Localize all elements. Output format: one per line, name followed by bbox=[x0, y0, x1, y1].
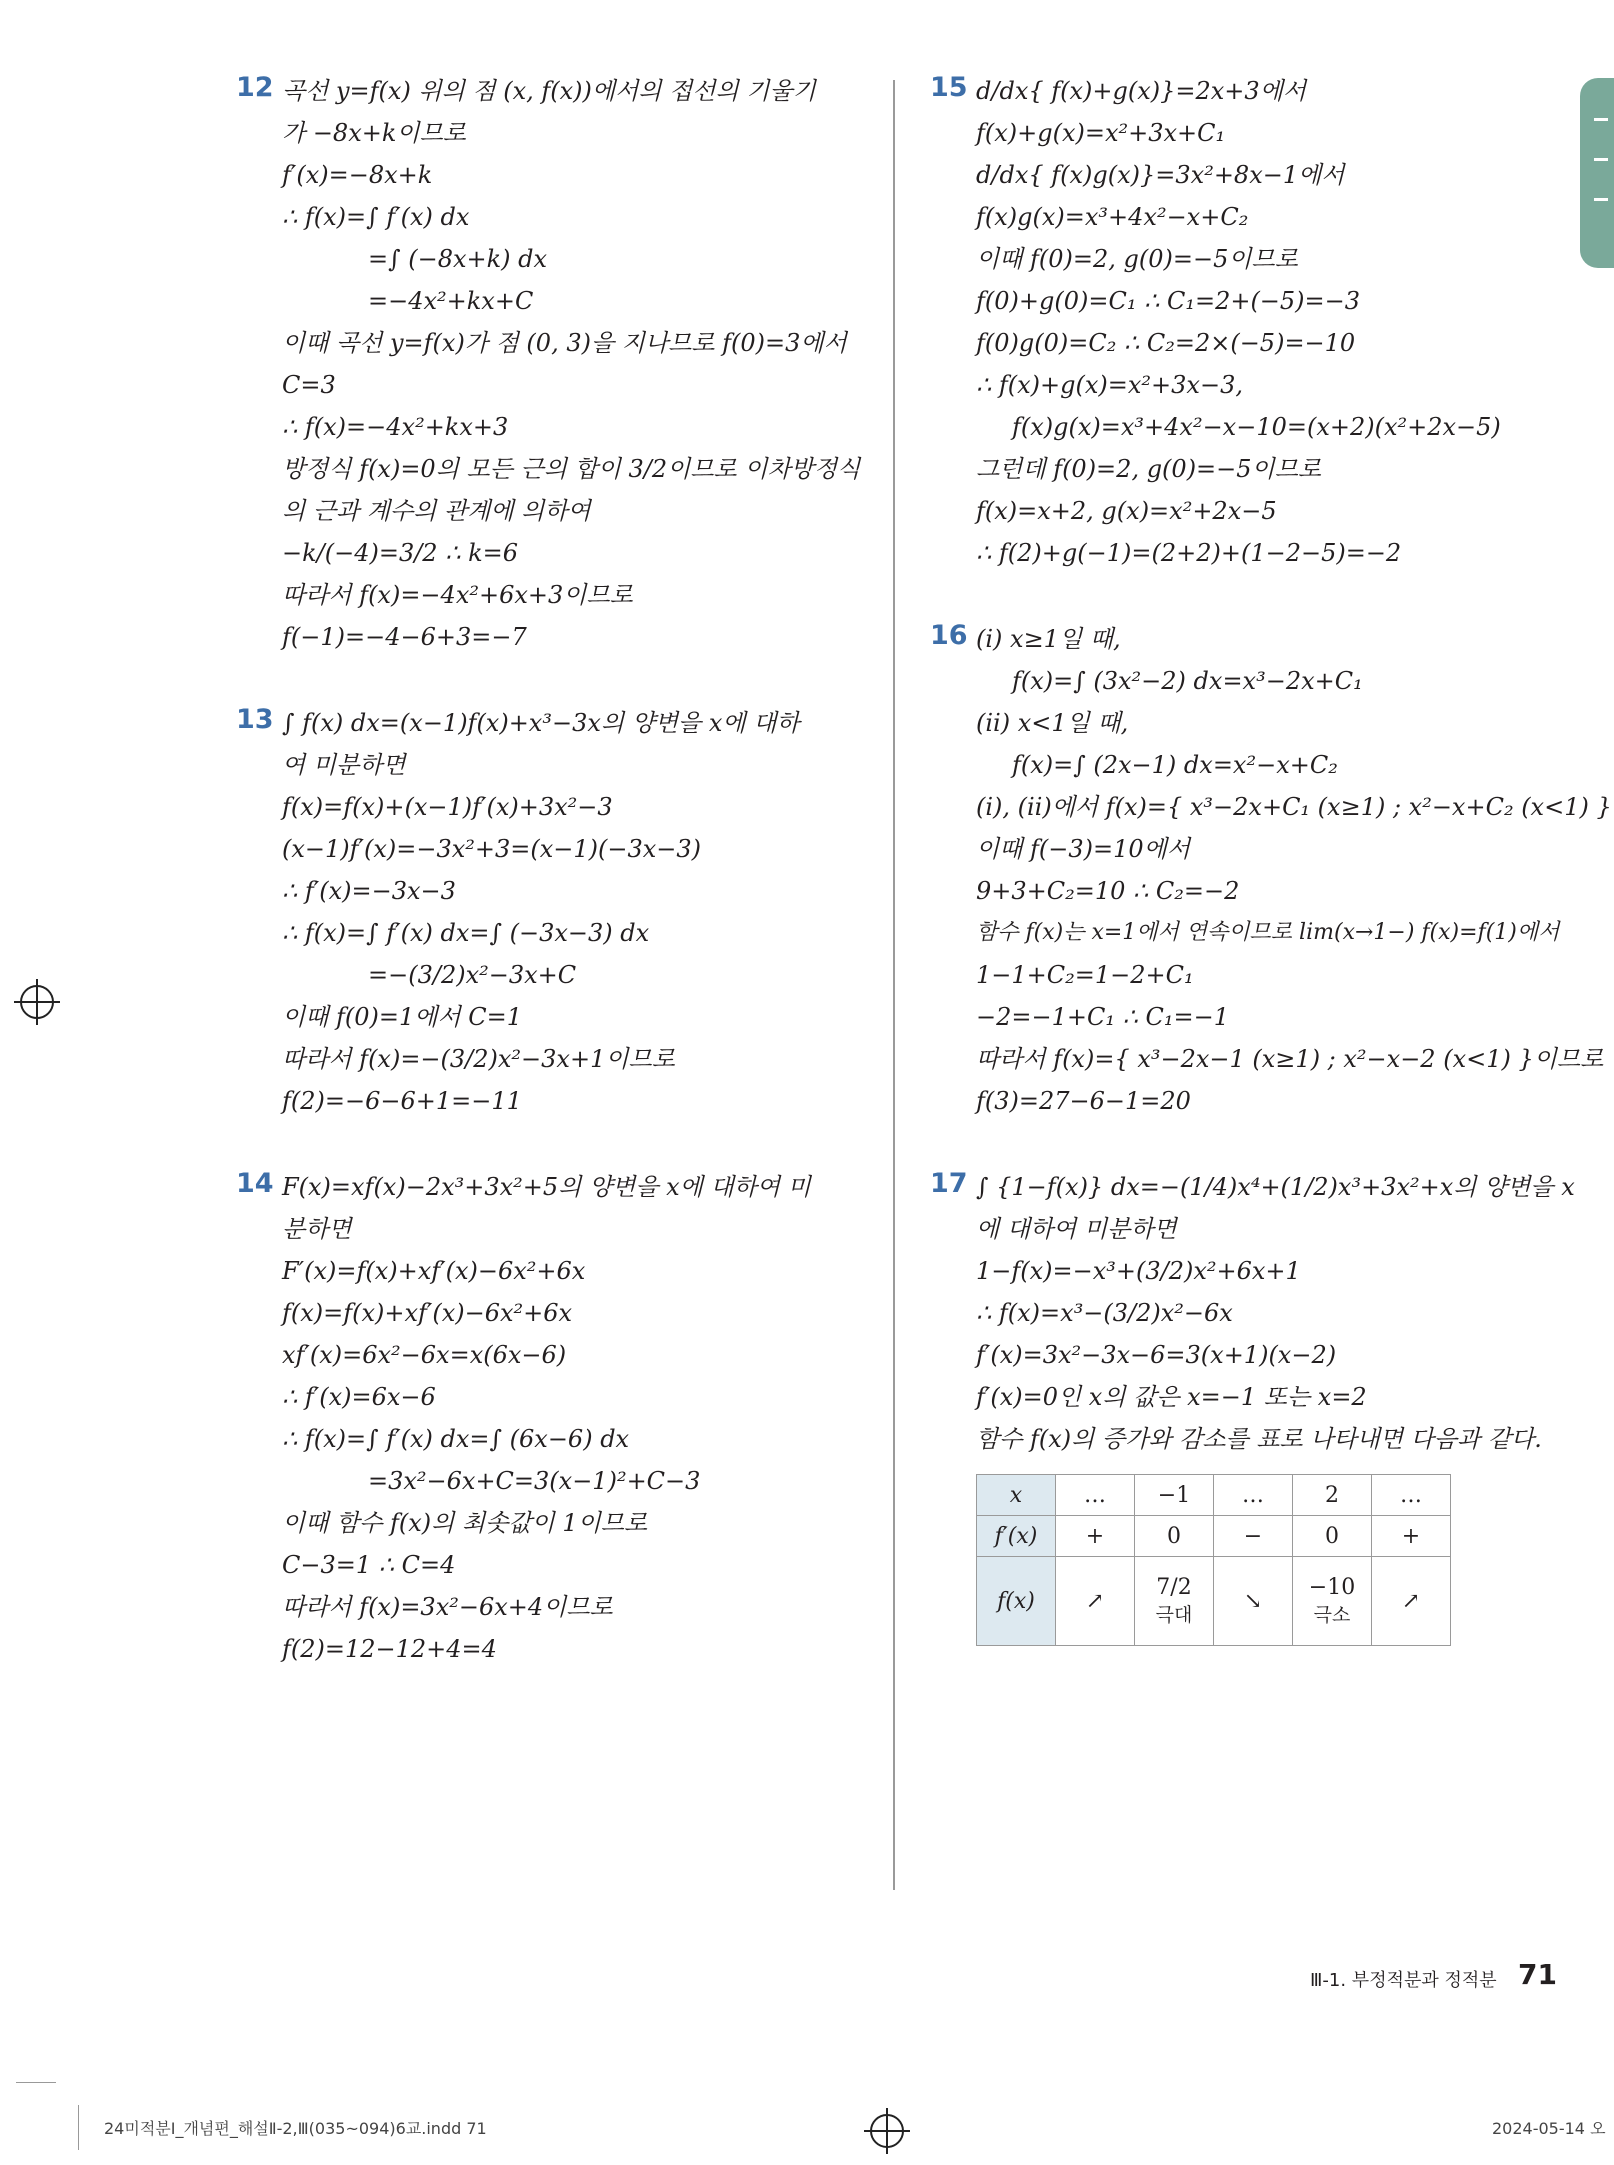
solution-line: 따라서 f(x)=−(3/2)x²−3x+1이므로 bbox=[282, 1045, 675, 1073]
solution-line: 분하면 bbox=[282, 1215, 352, 1243]
solution-line: f(−1)=−4−6+3=−7 bbox=[282, 623, 527, 651]
solution-line: 이때 곡선 y=f(x)가 점 (0, 3)을 지나므로 f(0)=3에서 bbox=[282, 329, 847, 357]
solution-line: ∴ f(2)+g(−1)=(2+2)+(1−2−5)=−2 bbox=[976, 539, 1402, 567]
problem-number: 16 bbox=[930, 620, 968, 651]
solution-line: f(x)g(x)=x³+4x²−x−10=(x+2)(x²+2x−5) bbox=[1012, 413, 1501, 441]
solution-line: −k/(−4)=3/2 ∴ k=6 bbox=[282, 539, 519, 567]
solution-line: f(x)g(x)=x³+4x²−x+C₂ bbox=[976, 203, 1249, 231]
solution-line: ∫ f(x) dx=(x−1)f(x)+x³−3x의 양변을 x에 대하 bbox=[282, 709, 800, 737]
table-cell: 0 bbox=[1293, 1516, 1372, 1557]
solution-line: 방정식 f(x)=0의 모든 근의 합이 3/2이므로 이차방정식 bbox=[282, 455, 861, 483]
crop-mark bbox=[78, 2105, 79, 2150]
solution-line: =3x²−6x+C=3(x−1)²+C−3 bbox=[368, 1467, 701, 1495]
section-title: Ⅲ-1. 부정적분과 정적분 bbox=[1310, 1970, 1497, 1991]
problem-16 bbox=[930, 618, 1612, 1122]
problem-15 bbox=[930, 70, 1580, 574]
table-cell bbox=[1135, 1557, 1214, 1646]
solution-line: 이때 f(0)=2, g(0)=−5이므로 bbox=[976, 245, 1298, 273]
problem-14 bbox=[236, 1166, 876, 1670]
table-cell: … bbox=[1214, 1475, 1293, 1516]
solution-line: 곡선 y=f(x) 위의 점 (x, f(x))에서의 접선의 기울기 bbox=[282, 77, 816, 105]
solution-line: ∴ f(x)=∫ f′(x) dx bbox=[282, 203, 470, 231]
crop-mark bbox=[16, 2082, 56, 2083]
solution-line: 이때 f(−3)=10에서 bbox=[976, 835, 1191, 863]
solution-line: f(3)=27−6−1=20 bbox=[976, 1087, 1191, 1115]
solution-line: ∴ f(x)=−4x²+kx+3 bbox=[282, 413, 509, 441]
print-file-info: 24미적분Ⅰ_개념편_해설Ⅱ-2,Ⅲ(035~094)6교.indd 71 bbox=[104, 2119, 487, 2138]
solution-line: (ⅰ) x≥1일 때, bbox=[976, 625, 1121, 653]
table-cell: 0 bbox=[1135, 1516, 1214, 1557]
solution-line: 이때 함수 f(x)의 최솟값이 1이므로 bbox=[282, 1509, 648, 1537]
solution-line: 따라서 f(x)={ x³−2x−1 (x≥1) ; x²−x−2 (x<1) }이므로 bbox=[976, 1045, 1604, 1073]
solution-line: ∫ {1−f(x)} dx=−(1/4)x⁴+(1/2)x³+3x²+x의 양변을 x bbox=[976, 1173, 1575, 1201]
solution-line: 여 미분하면 bbox=[282, 751, 406, 779]
solution-line: xf′(x)=6x²−6x=x(6x−6) bbox=[282, 1341, 567, 1369]
chapter-tab bbox=[1580, 78, 1614, 268]
solution-line: 따라서 f(x)=3x²−6x+4이므로 bbox=[282, 1593, 613, 1621]
min-value: −10 bbox=[1308, 1575, 1356, 1600]
solution-line: =−4x²+kx+C bbox=[368, 287, 534, 315]
solution-line: 함수 f(x)의 증가와 감소를 표로 나타내면 다음과 같다. bbox=[976, 1425, 1542, 1453]
solution-line: 그런데 f(0)=2, g(0)=−5이므로 bbox=[976, 455, 1322, 483]
solution-line: C−3=1 ∴ C=4 bbox=[282, 1551, 456, 1579]
solution-line: f(2)=12−12+4=4 bbox=[282, 1635, 497, 1663]
min-label: 극소 bbox=[1313, 1604, 1351, 1626]
table-cell: + bbox=[1056, 1516, 1135, 1557]
problem-number: 15 bbox=[930, 72, 968, 103]
solution-line: F(x)=xf(x)−2x³+3x²+5의 양변을 x에 대하여 미 bbox=[282, 1173, 811, 1201]
solution-line: ∴ f(x)=∫ f′(x) dx=∫ (−3x−3) dx bbox=[282, 919, 650, 947]
solution-line: 가 −8x+k이므로 bbox=[282, 119, 466, 147]
max-value: 7/2 bbox=[1156, 1575, 1192, 1600]
solution-line: 9+3+C₂=10 ∴ C₂=−2 bbox=[976, 877, 1240, 905]
table-cell: f′(x) bbox=[977, 1516, 1056, 1557]
solution-line: ∴ f(x)=∫ f′(x) dx=∫ (6x−6) dx bbox=[282, 1425, 630, 1453]
solution-line: =−(3/2)x²−3x+C bbox=[368, 961, 577, 989]
solution-line: f(x)=f(x)+(x−1)f′(x)+3x²−3 bbox=[282, 793, 613, 821]
problem-number: 14 bbox=[236, 1168, 274, 1199]
problem-17 bbox=[930, 1166, 1580, 1646]
table-row bbox=[977, 1475, 1451, 1516]
solution-line: ∴ f′(x)=6x−6 bbox=[282, 1383, 436, 1411]
table-cell: −1 bbox=[1135, 1475, 1214, 1516]
table-cell: x bbox=[977, 1475, 1056, 1516]
increase-decrease-table bbox=[976, 1474, 1451, 1646]
solution-line: f(x)=∫ (3x²−2) dx=x³−2x+C₁ bbox=[1012, 667, 1363, 695]
solution-line: (ⅰ), (ⅱ)에서 f(x)={ x³−2x+C₁ (x≥1) ; x²−x+C₂ (x<1) } bbox=[976, 793, 1612, 821]
table-row bbox=[977, 1516, 1451, 1557]
solution-line: 1−1+C₂=1−2+C₁ bbox=[976, 961, 1194, 989]
max-label: 극대 bbox=[1155, 1604, 1193, 1626]
table-cell bbox=[1293, 1557, 1372, 1646]
table-cell: 2 bbox=[1293, 1475, 1372, 1516]
solution-line: (x−1)f′(x)=−3x²+3=(x−1)(−3x−3) bbox=[282, 835, 702, 863]
decreasing-arrow-icon: ↘ bbox=[1214, 1557, 1293, 1646]
table-cell: + bbox=[1372, 1516, 1451, 1557]
solution-line: =∫ (−8x+k) dx bbox=[368, 245, 548, 273]
table-cell: … bbox=[1056, 1475, 1135, 1516]
solution-line: d/dx{ f(x)+g(x)}=2x+3에서 bbox=[976, 77, 1307, 105]
solution-line: 의 근과 계수의 관계에 의하여 bbox=[282, 497, 591, 525]
solution-line: f(x)=f(x)+xf′(x)−6x²+6x bbox=[282, 1299, 573, 1327]
left-column bbox=[236, 70, 876, 1714]
solution-line: f(x)+g(x)=x²+3x+C₁ bbox=[976, 119, 1226, 147]
solution-line: C=3 bbox=[282, 371, 336, 399]
problem-number: 12 bbox=[236, 72, 274, 103]
solution-line: f′(x)=3x²−3x−6=3(x+1)(x−2) bbox=[976, 1341, 1337, 1369]
solution-line: (ⅱ) x<1일 때, bbox=[976, 709, 1129, 737]
table-cell: … bbox=[1372, 1475, 1451, 1516]
solution-line: d/dx{ f(x)g(x)}=3x²+8x−1에서 bbox=[976, 161, 1345, 189]
increasing-arrow-icon: ↗ bbox=[1056, 1557, 1135, 1646]
solution-line: 이때 f(0)=1에서 C=1 bbox=[282, 1003, 522, 1031]
registration-mark-icon bbox=[20, 985, 54, 1019]
registration-mark-icon bbox=[870, 2114, 904, 2148]
table-cell: f(x) bbox=[977, 1557, 1056, 1646]
solution-line: ∴ f(x)+g(x)=x²+3x−3, bbox=[976, 371, 1243, 399]
solution-line: f(0)g(0)=C₂ ∴ C₂=2×(−5)=−10 bbox=[976, 329, 1356, 357]
solution-line: −2=−1+C₁ ∴ C₁=−1 bbox=[976, 1003, 1229, 1031]
table-cell: − bbox=[1214, 1516, 1293, 1557]
solution-line: f(x)=∫ (2x−1) dx=x²−x+C₂ bbox=[1012, 751, 1338, 779]
solution-line: 따라서 f(x)=−4x²+6x+3이므로 bbox=[282, 581, 633, 609]
page-number: 71 bbox=[1518, 1958, 1557, 1991]
solution-line: 함수 f(x)는 x=1에서 연속이므로 lim(x→1−) f(x)=f(1)에서 bbox=[976, 920, 1560, 945]
problem-number: 13 bbox=[236, 704, 274, 735]
solution-line: f(x)=x+2, g(x)=x²+2x−5 bbox=[976, 497, 1277, 525]
problem-12 bbox=[236, 70, 876, 658]
problem-number: 17 bbox=[930, 1168, 968, 1199]
column-divider bbox=[893, 80, 895, 1890]
solution-line: ∴ f(x)=x³−(3/2)x²−6x bbox=[976, 1299, 1233, 1327]
solution-line: ∴ f′(x)=−3x−3 bbox=[282, 877, 456, 905]
solution-line: f′(x)=0인 x의 값은 x=−1 또는 x=2 bbox=[976, 1383, 1367, 1411]
solution-line: F′(x)=f(x)+xf′(x)−6x²+6x bbox=[282, 1257, 586, 1285]
solution-line: f(0)+g(0)=C₁ ∴ C₁=2+(−5)=−3 bbox=[976, 287, 1361, 315]
solution-line: 에 대하여 미분하면 bbox=[976, 1215, 1177, 1243]
right-column bbox=[930, 70, 1612, 1690]
increasing-arrow-icon: ↗ bbox=[1372, 1557, 1451, 1646]
problem-13 bbox=[236, 702, 876, 1122]
solution-line: f(2)=−6−6+1=−11 bbox=[282, 1087, 522, 1115]
solution-line: 1−f(x)=−x³+(3/2)x²+6x+1 bbox=[976, 1257, 1301, 1285]
solution-line: f′(x)=−8x+k bbox=[282, 161, 433, 189]
print-date: 2024-05-14 오 bbox=[1492, 2119, 1606, 2138]
table-row bbox=[977, 1557, 1451, 1646]
